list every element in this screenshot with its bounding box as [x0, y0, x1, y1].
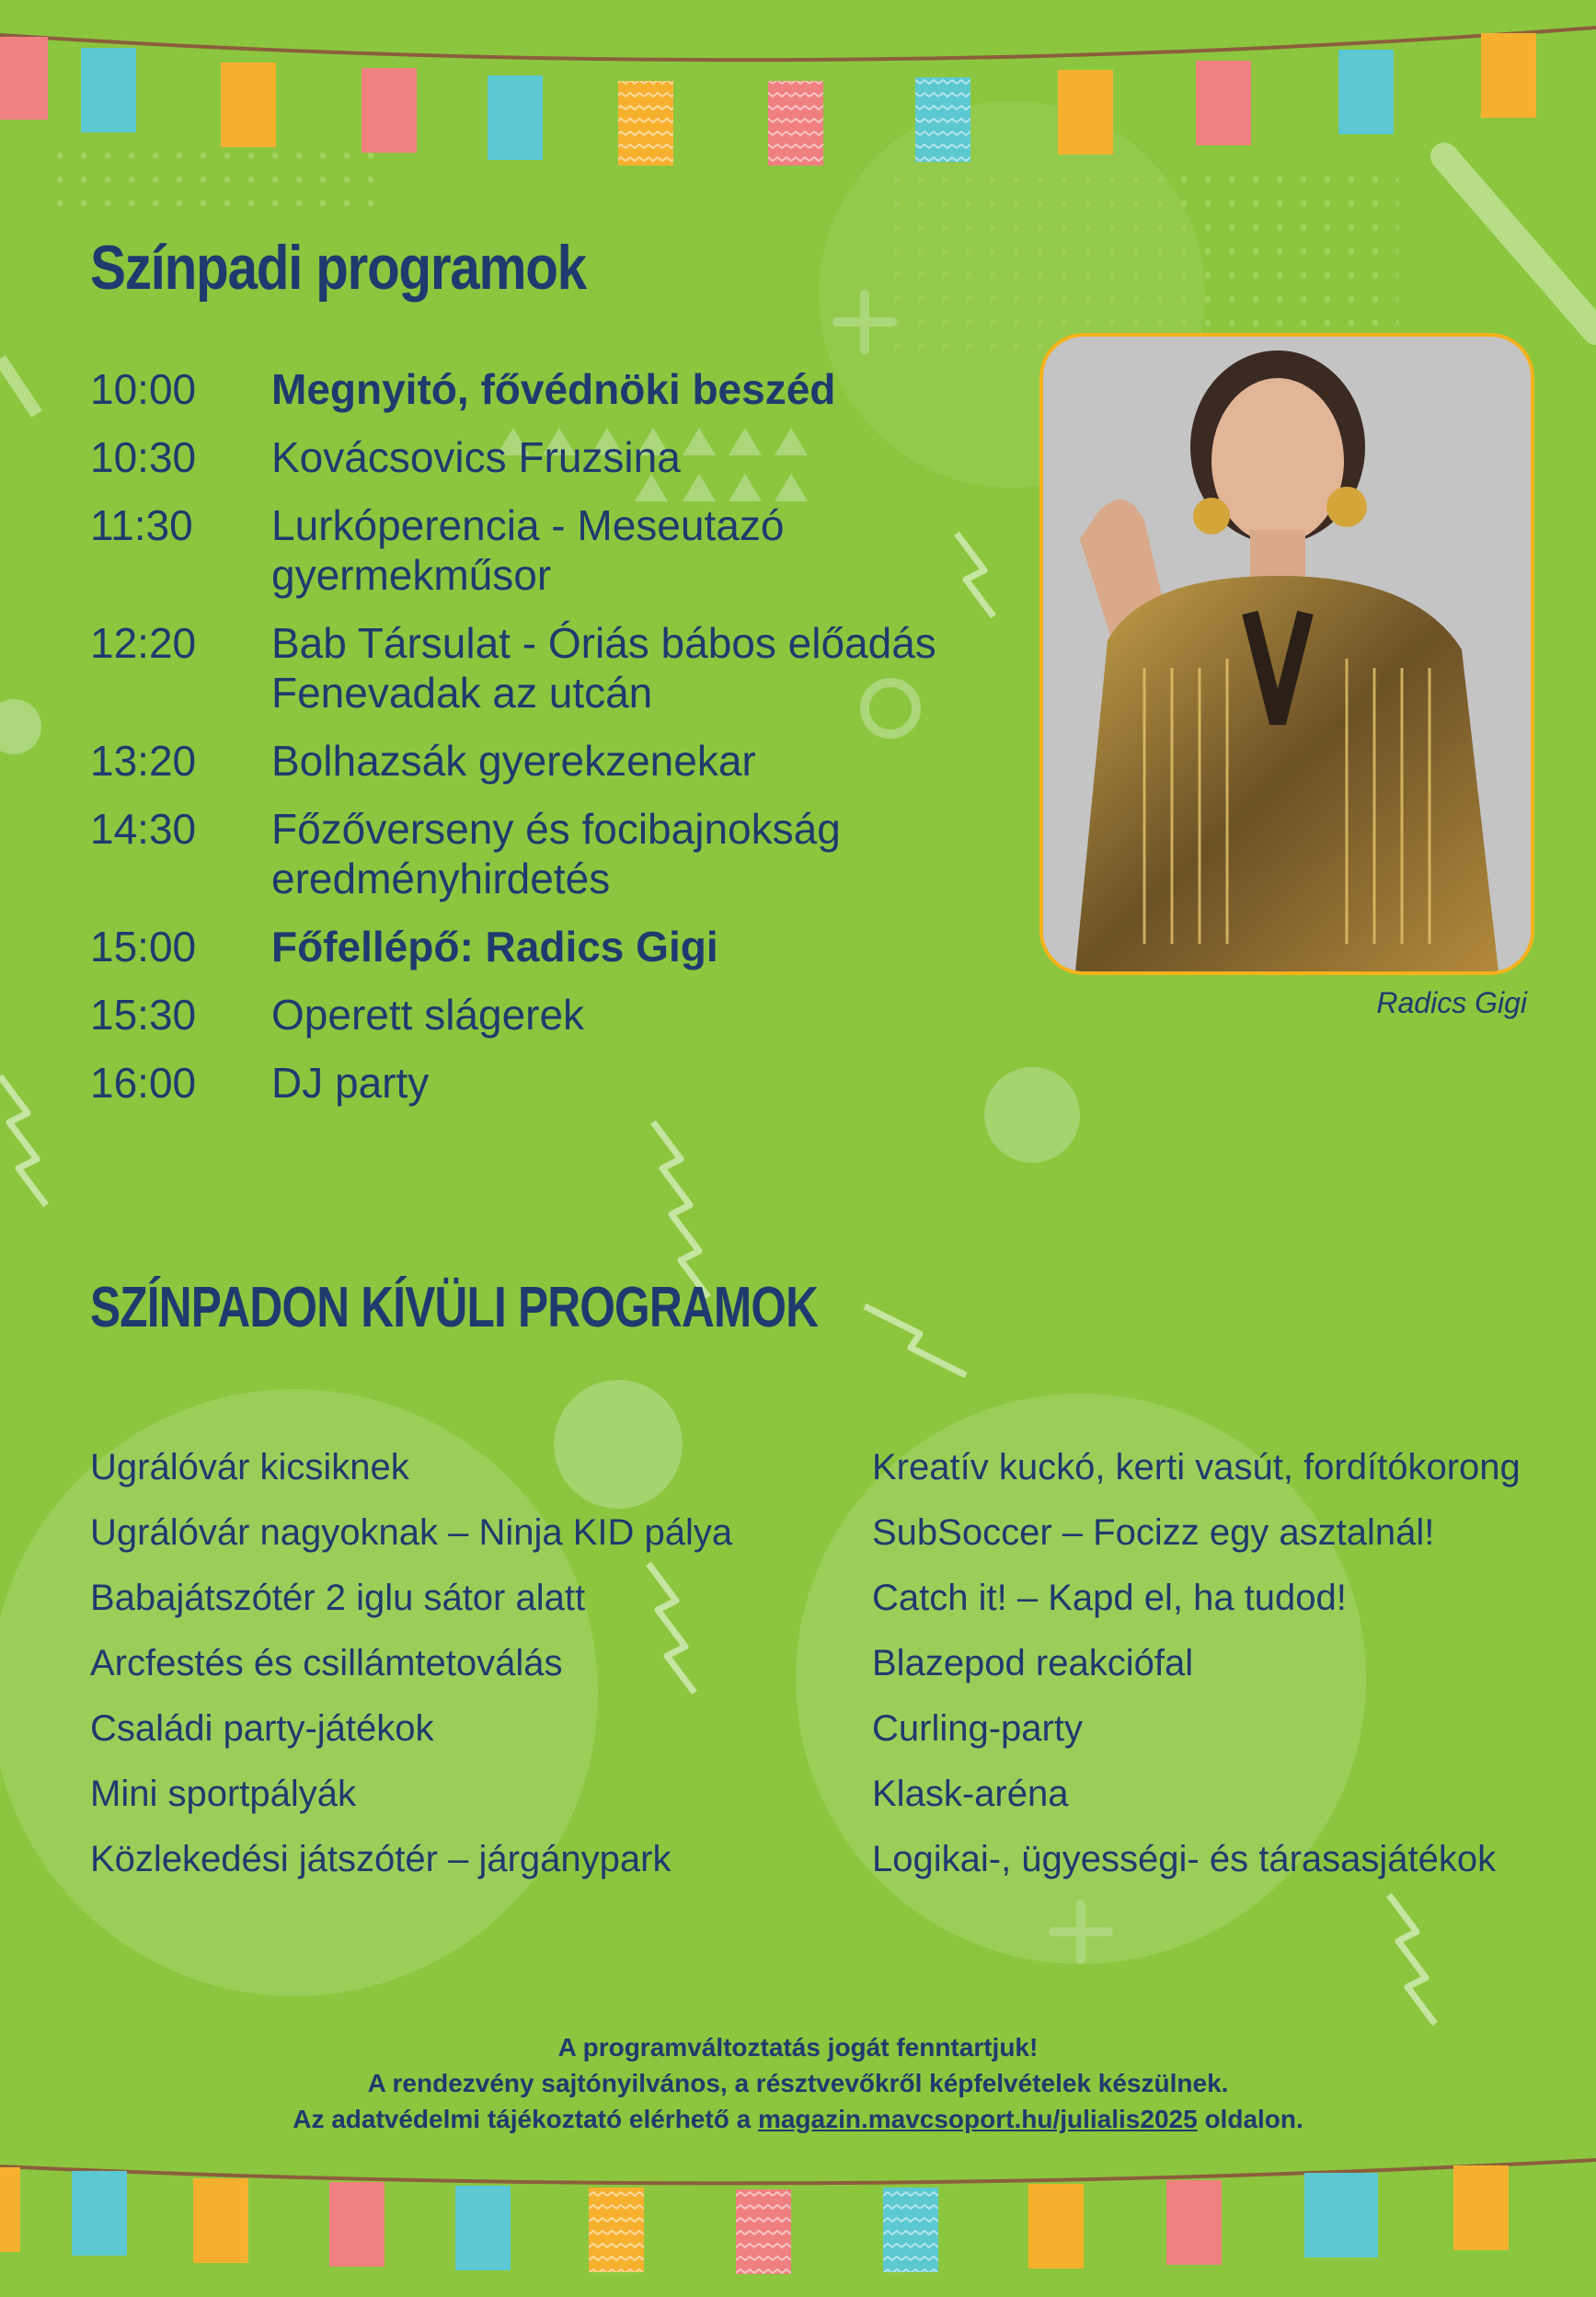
schedule-row: [90, 1058, 1019, 1108]
schedule-row: [90, 736, 1019, 786]
footer-notice: [0, 2029, 1596, 2137]
schedule-time: 16:00: [90, 1059, 197, 1107]
list-item: Catch it! – Kapd el, ha tudod!: [872, 1578, 1347, 1618]
schedule-event: Bolhazsák gyerekzenekar: [271, 737, 756, 785]
list-item: SubSoccer – Focizz egy asztalnál!: [872, 1512, 1435, 1553]
list-item: Blazepod reakciófal: [872, 1643, 1194, 1683]
schedule-time: 11:30: [90, 501, 193, 549]
schedule-time: 15:30: [90, 991, 197, 1039]
footer-text: oldalon.: [1204, 2105, 1303, 2133]
offstage-list-right: [872, 1444, 1521, 1901]
footer-line: A programváltoztatás jogát fenntartjuk!: [557, 2033, 1039, 2062]
schedule-event: DJ party: [271, 1059, 430, 1107]
schedule-event: Bab Társulat - Óriás bábos előadás Fenevadak az utcán: [271, 619, 936, 717]
stage-programs-title: Színpadi programok: [90, 233, 586, 303]
schedule-event: Operett slágerek: [271, 991, 585, 1039]
schedule-event: Főzőverseny és focibajnokság eredményhirdetés: [271, 805, 841, 902]
schedule-time: 10:00: [90, 365, 197, 413]
schedule-row: [90, 618, 1019, 718]
schedule-row: [90, 990, 1019, 1039]
offstage-programs-title: SZÍNPADON KÍVÜLI PROGRAMOK: [90, 1276, 819, 1339]
stage-schedule: [90, 364, 1019, 1126]
schedule-row: [90, 500, 1019, 600]
schedule-event: Kovácsovics Fruzsina: [271, 433, 681, 481]
performer-illustration: [1043, 337, 1531, 971]
schedule-time: 14:30: [90, 805, 197, 853]
footer-text: Az adatvédelmi tájékoztató elérhető a: [293, 2105, 752, 2133]
offstage-list-left: [90, 1444, 732, 1901]
list-item: Kreatív kuckó, kerti vasút, fordítókorong: [872, 1447, 1521, 1487]
schedule-event: Főfellépő: Radics Gigi: [271, 923, 718, 970]
list-item: Logikai-, ügyességi- és tárasasjátékok: [872, 1839, 1497, 1879]
schedule-event: Megnyitó, fővédnöki beszéd: [271, 365, 836, 413]
schedule-row: [90, 922, 1019, 971]
footer-line: [0, 2101, 1596, 2137]
list-item: Arcfestés és csillámtetoválás: [90, 1643, 563, 1683]
performer-photo: [1039, 333, 1534, 975]
schedule-row: [90, 364, 1019, 414]
footer-line: A rendezvény sajtónyilvános, a résztvevőkről képfelvételek készülnek.: [367, 2069, 1229, 2097]
schedule-event: Lurkóperencia - Meseutazó gyermekműsor: [271, 501, 785, 599]
schedule-time: 15:00: [90, 923, 197, 970]
schedule-time: 12:20: [90, 619, 197, 667]
privacy-link[interactable]: magazin.mavcsoport.hu/julialis2025: [757, 2105, 1198, 2133]
list-item: Ugrálóvár kicsiknek: [90, 1447, 409, 1487]
photo-caption: Radics Gigi: [1376, 986, 1527, 1019]
list-item: Curling-party: [872, 1708, 1083, 1749]
schedule-time: 13:20: [90, 737, 197, 785]
schedule-row: [90, 432, 1019, 482]
schedule-time: 10:30: [90, 433, 197, 481]
list-item: Klask-aréna: [872, 1774, 1069, 1814]
list-item: Mini sportpályák: [90, 1774, 357, 1814]
list-item: Ugrálóvár nagyoknak – Ninja KID pálya: [90, 1512, 733, 1553]
list-item: Közlekedési játszótér – járgánypark: [90, 1839, 672, 1879]
schedule-row: [90, 804, 1019, 903]
list-item: Babajátszótér 2 iglu sátor alatt: [90, 1578, 586, 1618]
list-item: Családi party-játékok: [90, 1708, 434, 1749]
